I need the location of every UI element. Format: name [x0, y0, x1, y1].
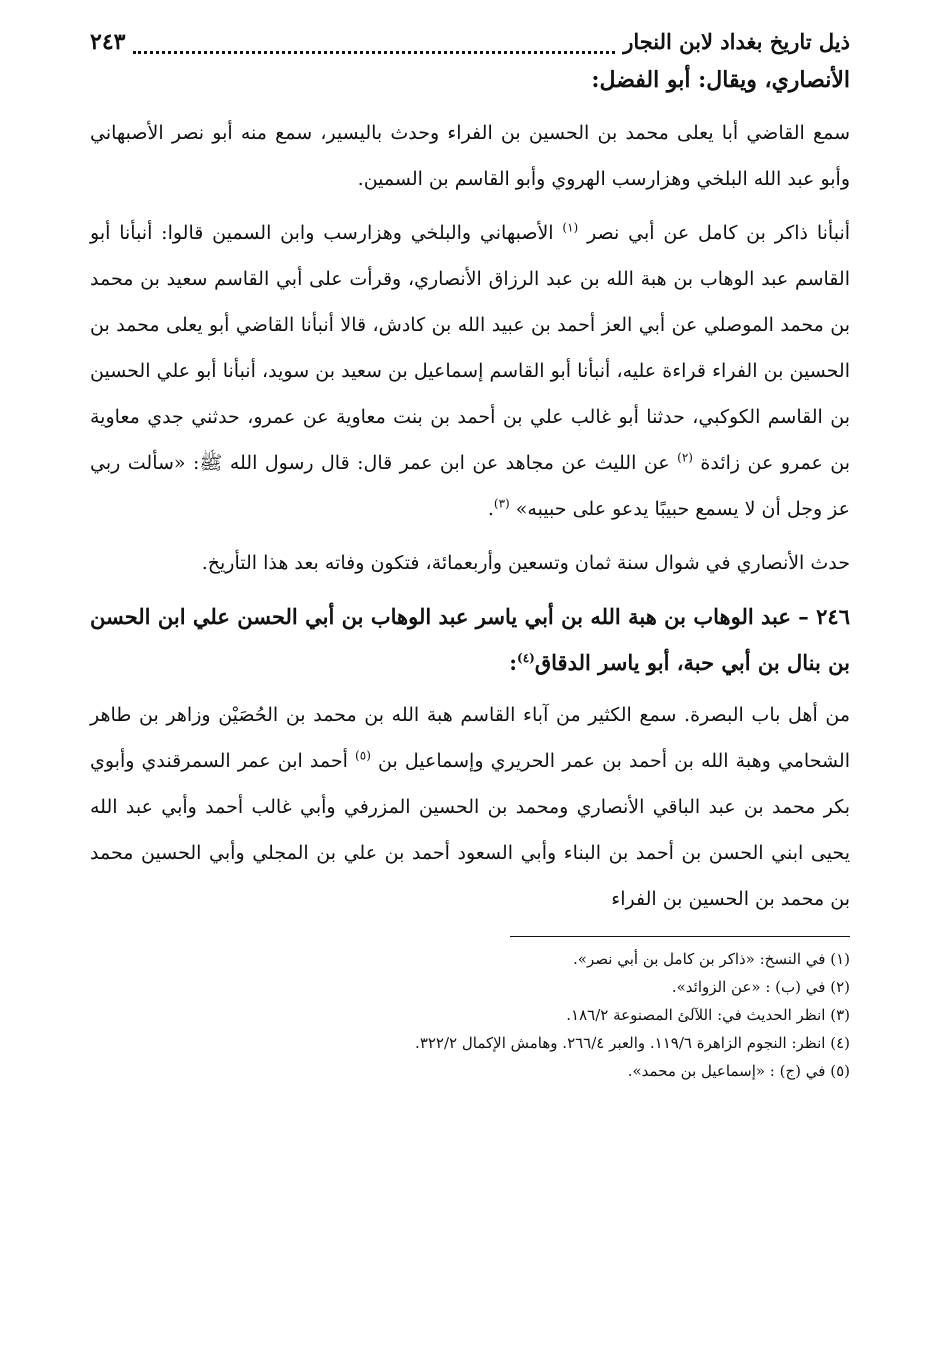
paragraph-text: الأصبهاني والبلخي وهزارسب وابن السمين قالوا: أنبأنا أبو القاسم عبد الوهاب بن هبة الله بن عبد الرزاق الأنصاري، وقرأت على أبي القاسم سعيد بن محمد بن محمد الموصلي عن أبي العز أحمد بن عبيد الله بن كادش، قالا أنبأنا القاضي أبو يعلى محمد بن الحسين بن الفراء قراءة عليه، أنبأنا أبو القاسم إسماعيل بن سعيد بن سويد، أنبأنا أبو علي الحسين بن القاسم الكوكبي، حدثنا أبو غالب علي بن أحمد بن بنت معاوية عن عمرو، حدثني جدي معاوية بن عمرو عن زائدة: [90, 222, 851, 474]
footnote-ref-5[interactable]: (٥): [355, 748, 371, 763]
paragraph-entry-body: [90, 692, 850, 922]
footnote-item: (٥) في (ج) : «إسماعيل بن محمد».: [627, 1062, 850, 1080]
paragraph-date-note: [90, 540, 850, 586]
paragraph-biography: [90, 110, 850, 202]
continuation-heading: الأنصاري، ويقال: أبو الفضل:: [591, 67, 850, 93]
footnote-ref-3[interactable]: (٣): [493, 496, 510, 511]
footnote-item: (٢) في (ب) : «عن الزوائد».: [671, 978, 850, 996]
page-number: ٢٤٣: [90, 29, 126, 55]
paragraph-text: أحمد ابن عمر السمرقندي وأبوي بكر محمد بن عبد الباقي الأنصاري ومحمد بن الحسين المزرفي وأبي غالب أحمد وأبي عبد الله يحيى ابني الحسن بن أحمد بن البناء وأبي السعود أحمد بن علي بن المجلي وأبي الحسين محمد بن محمد بن الحسين بن الفراء: [90, 750, 850, 910]
footnote-ref-2[interactable]: (٢): [677, 450, 693, 465]
paragraph-text: من أهل باب البصرة. سمع الكثير من آباء القاسم هبة الله بن محمد بن الحُصَيْن وزاهر بن طاهر الشحامي وهبة الله بن أحمد بن عمر الحريري وإسماعيل بن: [90, 704, 851, 772]
footnote-ref-4[interactable]: (٤): [517, 651, 535, 665]
paragraph-text: عن الليث عن مجاهد عن ابن عمر قال: قال رسول الله ﷺ: «سألت ربي عز وجل أن لا يسمع حبيبًا يدعو على حبيبه»: [90, 452, 850, 520]
paragraph-text: أنبأنا ذاكر بن كامل عن أبي نصر: [587, 222, 851, 244]
footnote-item: (٣) انظر الحديث في: اللآلئ المصنوعة ١٨٦/٢.: [566, 1006, 850, 1024]
footnotes-list: [90, 945, 850, 1085]
leader-dots: [133, 31, 615, 54]
footnote-item: (١) في النسخ: «ذاكر بن كامل بن أبي نصر».: [573, 950, 850, 968]
footnote-ref-1[interactable]: (١): [562, 220, 579, 235]
paragraph-text: سمع القاضي أبا يعلى محمد بن الحسين بن الفراء وحدث باليسير، سمع منه أبو نصر الأصبهاني وأبو عبد الله البلخي وهزارسب الهروي وأبو القاسم بن السمين.: [90, 122, 850, 190]
entry-heading-colon: :: [509, 650, 518, 675]
book-title: ذيل تاريخ بغداد لابن النجار: [623, 29, 850, 54]
footnote-item: (٤) انظر: النجوم الزاهرة ١١٩/٦. والعبر ٢٦٦/٤. وهامش الإكمال ٣٢٢/٢.: [415, 1034, 850, 1052]
paragraph-text: حدث الأنصاري في شوال سنة ثمان وتسعين وأربعمائة، فتكون وفاته بعد هذا التأريخ.: [201, 552, 850, 574]
entry-heading-text: ٢٤٦ – عبد الوهاب بن هبة الله بن أبي ياسر عبد الوهاب بن أبي الحسن علي ابن الحسن بن بنال بن أبي حبة، أبو ياسر الدقاق: [90, 604, 850, 675]
book-page: [90, 24, 850, 1085]
footnote-separator: [510, 936, 850, 937]
paragraph-isnad: [90, 210, 850, 532]
running-header: [90, 24, 850, 60]
paragraph-text: .: [487, 498, 494, 520]
entry-heading: [90, 594, 850, 686]
